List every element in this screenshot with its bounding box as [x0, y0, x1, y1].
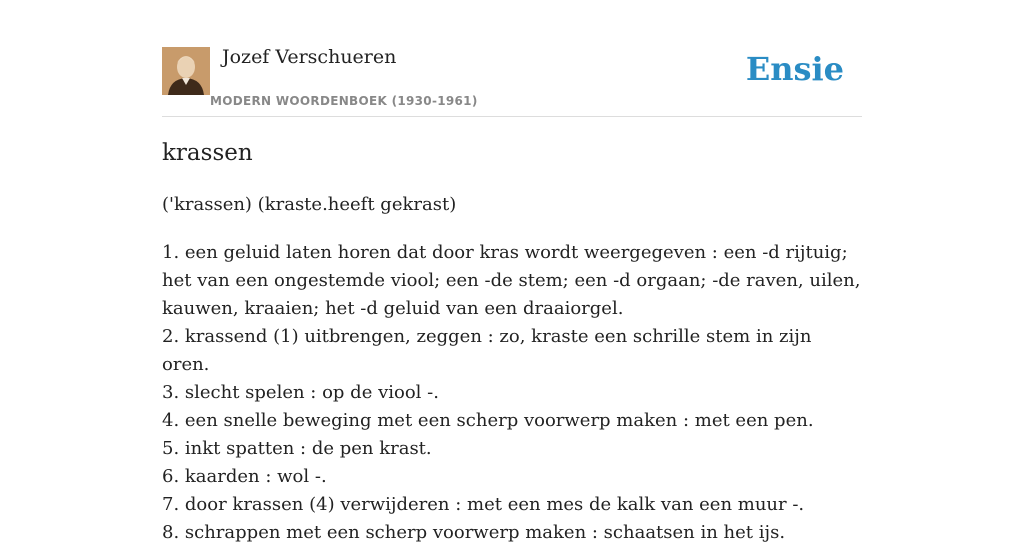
definition-item: 4. een snelle beweging met een scherp voorwerp maken : met een pen.	[162, 410, 814, 431]
definition-item: 7. door krassen (4) verwijderen : met een mes de kalk van een muur -.	[162, 494, 805, 515]
entry-header	[162, 40, 862, 117]
ensie-logo[interactable]: Ensie	[745, 50, 844, 88]
definition-item: 6. kaarden : wol -.	[162, 466, 327, 487]
definition-item: 2. krassend (1) uitbrengen, zeggen : zo, kraste een schrille stem in zijn oren.	[162, 326, 812, 375]
pronunciation: ('krassen) (kraste.heeft gekrast)	[162, 194, 457, 215]
entry-headword: krassen	[162, 140, 253, 166]
source-label[interactable]: MODERN WOORDENBOEK (1930-1961)	[210, 94, 478, 108]
portrait-icon	[162, 47, 210, 95]
definition-item: 3. slecht spelen : op de viool -.	[162, 382, 439, 403]
author-name[interactable]: Jozef Verschueren	[222, 46, 397, 68]
definition-list	[162, 239, 862, 547]
definition-item: 8. schrappen met een scherp voorwerp maken : schaatsen in het ijs.	[162, 522, 786, 543]
definition-item: 5. inkt spatten : de pen krast.	[162, 438, 432, 459]
author-avatar[interactable]	[162, 47, 210, 95]
definition-item: 1. een geluid laten horen dat door kras wordt weergegeven : een -d rijtuig; het van een ongestemde viool; een -de stem; een -d orgaan; -de raven, uilen, kauwen, kraaien; het -d geluid van een draaiorgel.	[162, 242, 861, 319]
